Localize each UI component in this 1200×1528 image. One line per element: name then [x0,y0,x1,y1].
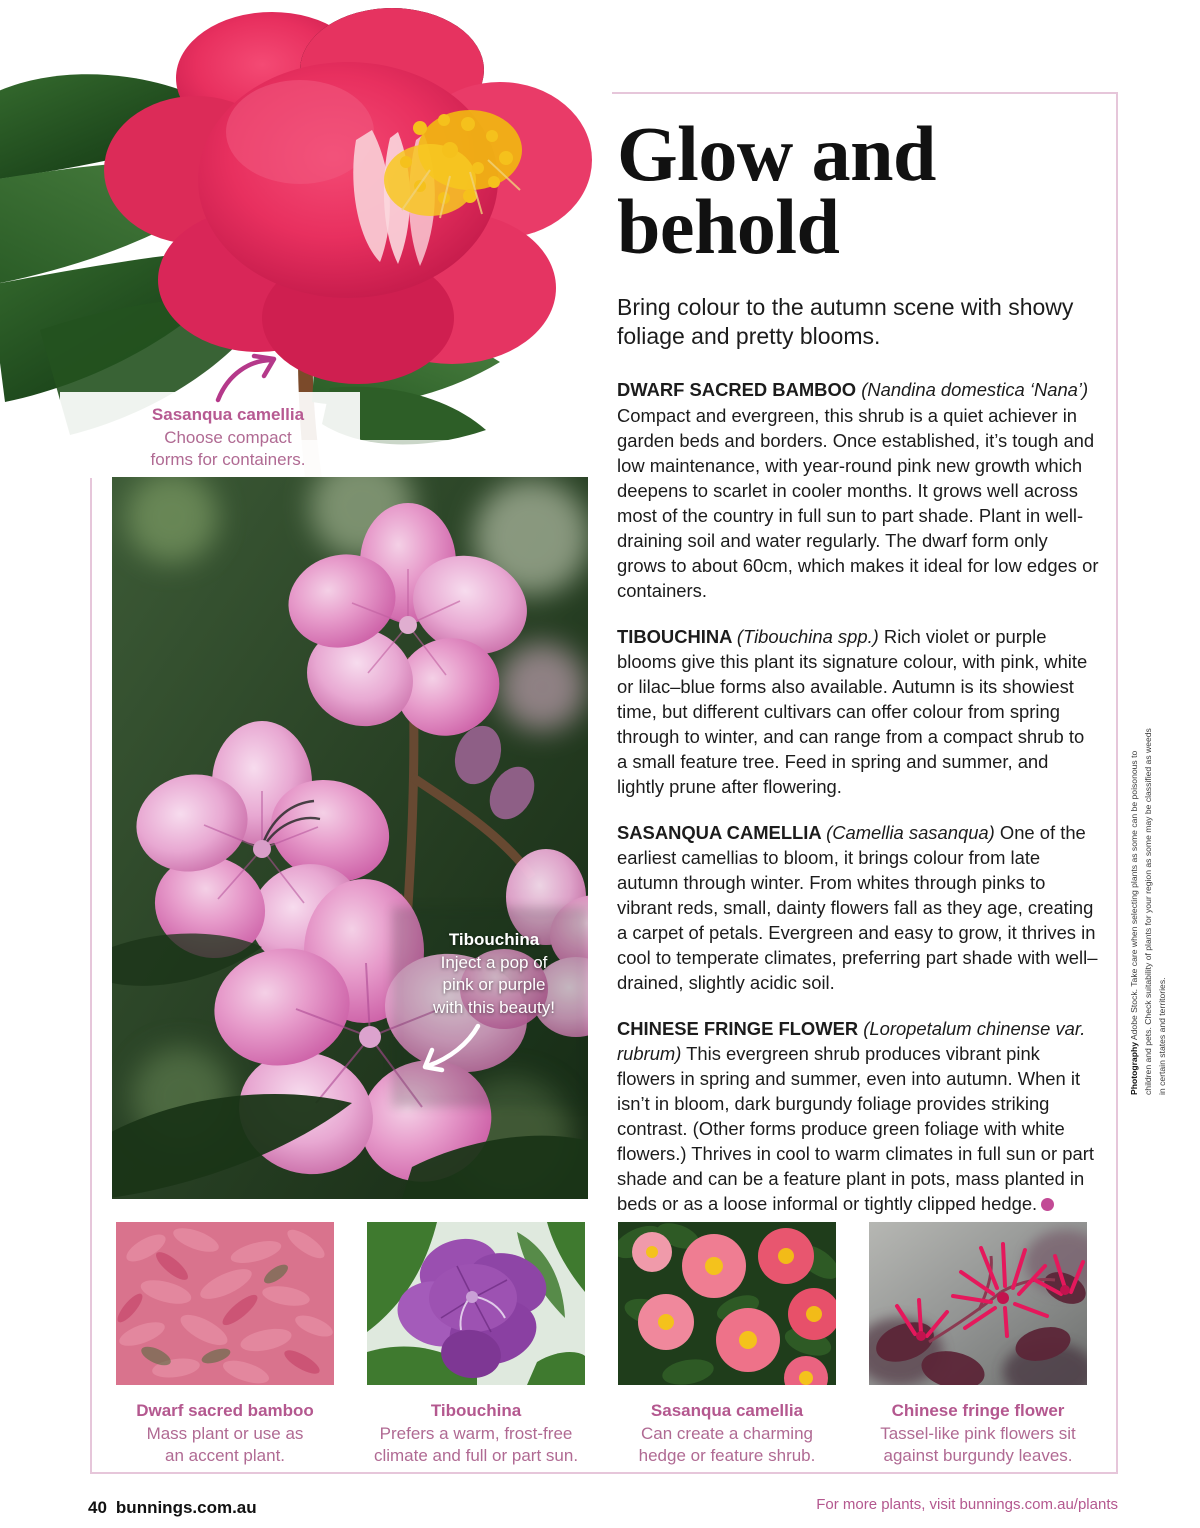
article-lead: TIBOUCHINA [617,625,737,647]
thumbnail-caption-line1: Mass plant or use as [146,1423,304,1443]
thumbnail-caption-line1: Tassel-like pink flowers sit [880,1423,1076,1443]
thumbnail-image-tibouchina [367,1222,585,1385]
thumbnail-caption-title: Chinese fringe flower [891,1401,1065,1420]
article-block-camellia [617,820,1099,995]
thumbnail-image-dwarf-sacred-bamboo [116,1222,334,1385]
thumbnail-image-sasanqua-camellia [618,1222,836,1385]
thumbnail-caption-line1: Can create a charming [641,1423,813,1443]
hero-caption-title: Sasanqua camellia [151,405,305,424]
article-text: One of the earliest camellias to bloom, it brings colour from late autumn through winter. From whites through pinks to vibrant reds, small, dainty flowers fall as they age, creating a carpet of petals. Evergreen and easy to grow, it thrives in cool to temperate climates, preferring part shade with well–drained, slightly acidic soil. [617,821,1098,994]
standfirst: Bring colour to the autumn scene with showy foliage and pretty blooms. [617,294,1074,350]
page-title-line2: behold [617,182,840,270]
folio-site: bunnings.com.au [115,1498,257,1517]
thumbnail-strip [116,1222,1084,1468]
thumbnail-caption-title: Tibouchina [430,1401,522,1420]
article-block-tibouchina [617,624,1099,799]
hero-caption-line2: forms for containers. [150,450,306,470]
thumbnail-item-tibouchina [367,1222,585,1468]
article-text: Rich violet or purple blooms give this plant its signature colour, with pink, white or lilac–blue forms also available. Autumn is its showiest time, but different cultivars can offer colour from spring through to winter, and can range from a compact shrub to a small feature tree. Feed in spring and summer, and lightly prune after flowering. [617,625,1088,797]
article-block-fringe-flower [617,1016,1099,1216]
thumbnail-caption-line2: against burgundy leaves. [883,1446,1073,1466]
thumbnail-caption-title: Sasanqua camellia [650,1401,804,1420]
thumbnail-item-chinese-fringe-flower [869,1222,1087,1468]
article-text: This evergreen shrub produces vibrant pink flowers in spring and summer, even into autumn. When it isn’t in bloom, dark burgundy foliage provides striking contrast. (Other forms produce green foliage with white flowers.) Thrives in cool to warm climates in full sun or part shade and can be a feature plant in pots, mass planted in beds or as a loose informal or tightly clipped hedge. [617,1043,1094,1215]
tibouchina-caption [404,928,584,1019]
thumbnail-caption-line2: hedge or feature shrub. [638,1446,816,1466]
thumbnail-caption-line2: an accent plant. [164,1446,286,1466]
hero-pointer-arrow-icon [214,352,284,404]
thumbnail-caption [869,1399,1087,1468]
hero-caption [92,404,364,472]
end-mark-icon [1041,1198,1054,1211]
article-botanical-name: (Camellia sasanqua) [826,821,995,843]
page-title-line1: Glow and [617,110,936,197]
tibouchina-caption-title: Tibouchina [448,930,540,949]
thumbnail-caption [618,1399,836,1468]
main-image-tibouchina [112,477,588,1199]
article-botanical-name: (Nandina domestica ‘Nana’) [861,379,1089,401]
photography-credit [1128,725,1170,1095]
hero-caption-line1: Choose compact [164,427,292,447]
thumbnail-caption [367,1399,585,1468]
tibouchina-caption-line1: Inject a pop of [440,952,548,972]
article-lead: CHINESE FRINGE FLOWER [617,1018,864,1040]
article-block-bamboo [617,377,1099,602]
thumbnail-caption-line2: climate and full or part sun. [373,1446,579,1466]
article-botanical-name: (Loropetalum chinense var. rubrum) [617,1018,1086,1065]
thumbnail-caption [116,1399,334,1468]
thumbnail-image-chinese-fringe-flower [869,1222,1087,1385]
photography-credit-label: Photography [1129,1042,1139,1095]
article-column [617,110,1099,1237]
article-botanical-name: (Tibouchina spp.) [736,625,879,647]
article-text: Compact and evergreen, this shrub is a quiet achiever in garden beds and borders. Once established, it’s tough and low maintenance, with year-round pink new growth which deepens to scarlet in cooler months. It grows well across most of the country in full sun to part shade. Plant in well-draining soil and water regularly. The dwarf form only grows to about 60cm, which makes it ideal for low edges or containers. [617,404,1099,601]
tibouchina-caption-line3: with this beauty! [433,997,555,1017]
article-lead: SASANQUA CAMELLIA [617,821,827,843]
article-lead: DWARF SACRED BAMBOO [617,379,862,401]
thumbnail-item-dwarf-sacred-bamboo [116,1222,334,1468]
thumbnail-caption-title: Dwarf sacred bamboo [136,1401,314,1420]
tibouchina-pointer-arrow-icon [420,1022,482,1074]
page-title [617,110,1099,270]
page-folio [88,1498,257,1518]
tibouchina-caption-line2: pink or purple [442,975,546,995]
article-body [617,377,1099,1216]
thumbnail-caption-line1: Prefers a warm, frost-free [379,1423,573,1443]
page-number: 40 [88,1498,107,1517]
footer-link[interactable]: For more plants, visit bunnings.com.au/plants [816,1496,1118,1513]
thumbnail-item-sasanqua-camellia [618,1222,836,1468]
photography-credit-text: Adobe Stock. Take care when selecting plants as some can be poisonous to children and pets. Check suitability of plants for your region as some may be classified as weeds in certain states and territories. [1129,728,1167,1095]
